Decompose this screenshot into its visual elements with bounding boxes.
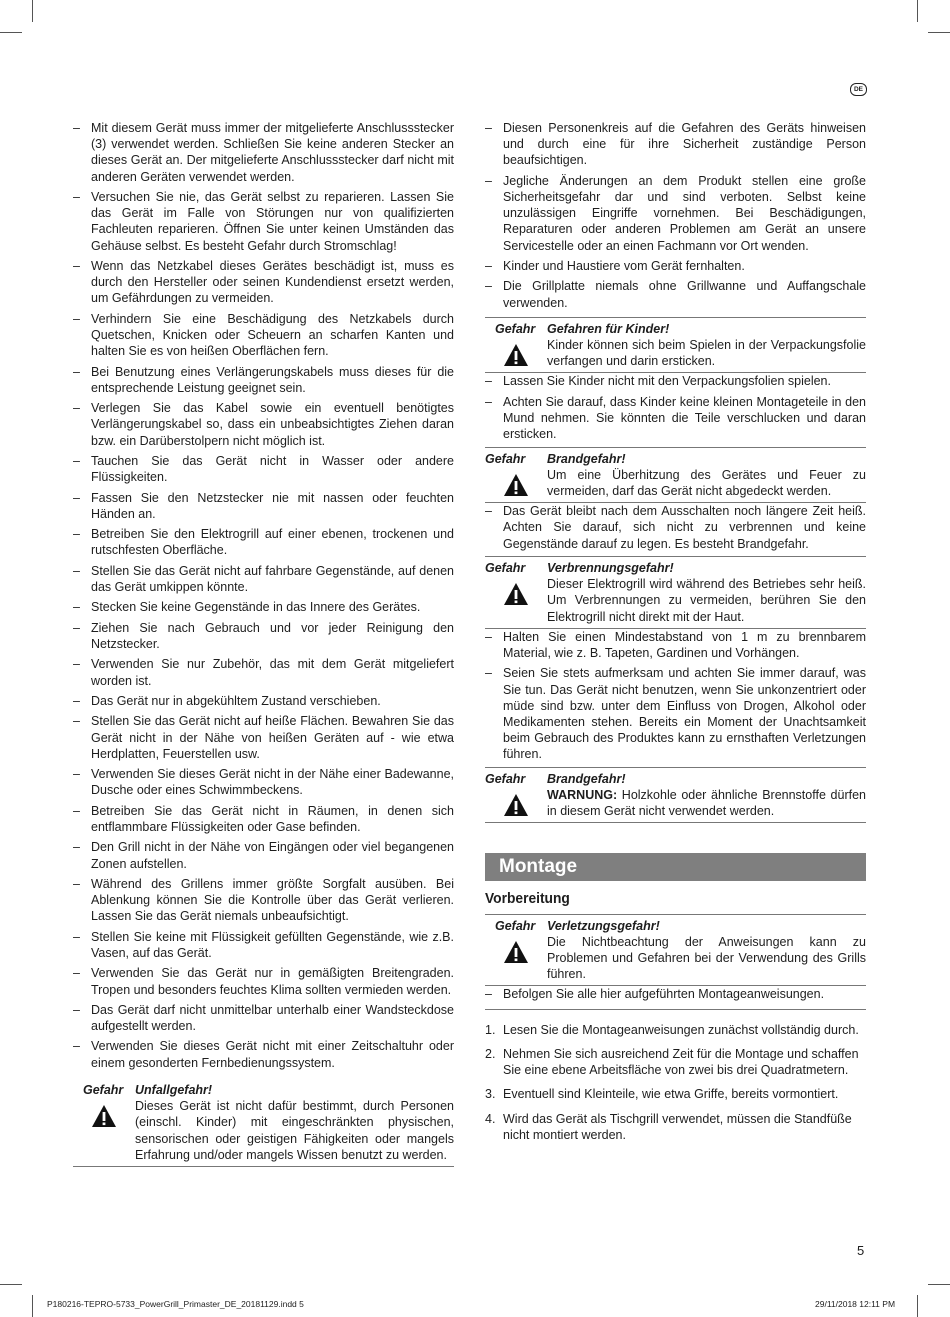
- list-item: – Während des Grillens immer größte Sorgfalt ausüben. Bei Ablenkung können Sie die Kontrolle über das Gerät verlieren. Lassen Sie das Gerät niemals unbeaufsichtigt.: [73, 876, 454, 925]
- crop-mark: [0, 1284, 22, 1285]
- list-item: – Den Grill nicht in der Nähe von Eingängen oder viel begangenen Zonen aufstellen.: [73, 839, 454, 871]
- warning-text: [547, 787, 866, 819]
- section-heading-montage: Montage: [485, 853, 866, 881]
- list-item: – Verlegen Sie das Kabel sowie ein eventuell benötigtes Verlängerungskabel so, dass ein unbeabsichtigtes Ziehen daran bzw. ein Darüberstolpern nicht möglich ist.: [73, 400, 454, 449]
- step-number: 4.: [485, 1111, 496, 1126]
- list-item: – Verwenden Sie nur Zubehör, das mit dem Gerät mitgeliefert worden ist.: [73, 656, 454, 688]
- list-item: – Das Gerät darf nicht unmittelbar unterhalb einer Wandsteckdose aufgestellt werden.: [73, 1002, 454, 1034]
- step-text: Lesen Sie die Montageanweisungen zunächst vollständig durch.: [503, 1022, 859, 1037]
- step-item: [485, 1046, 866, 1078]
- list-item: – Stellen Sie das Gerät nicht auf heiße Flächen. Bewahren Sie das Gerät nicht in der Nähe von heißen Geräten auf - wie etwa Herdplatten, Feuerstellen usw.: [73, 713, 454, 762]
- warning-unfall: [73, 1079, 454, 1167]
- warning-title: Verletzungsgefahr!: [547, 918, 660, 933]
- warning-label: Gefahr: [83, 1082, 124, 1097]
- list-item: – Wenn das Netzkabel dieses Gerätes beschädigt ist, muss es durch den Hersteller oder seinen Kundendienst ersetzt werden, um Gefährdungen zu vermeiden.: [73, 258, 454, 307]
- crop-mark: [917, 0, 918, 22]
- left-column: [73, 120, 454, 1172]
- warning-verbrennung: [485, 556, 866, 629]
- crop-mark: [32, 1295, 33, 1317]
- warning-title: Verbrennungsgefahr!: [547, 561, 674, 575]
- warning-strong: WARNUNG:: [547, 788, 618, 803]
- page-number: 5: [857, 1243, 865, 1258]
- warning-title: Brandgefahr!: [547, 451, 626, 466]
- crop-mark: [32, 0, 33, 22]
- list-item: – Verwenden Sie dieses Gerät nicht in der Nähe einer Badewanne, Dusche oder eines Schwimmbeckens.: [73, 766, 454, 798]
- list-item: – Betreiben Sie den Elektrogrill auf einer ebenen, trockenen und rutschfesten Oberfläche.: [73, 526, 454, 558]
- list-item: – Die Grillplatte niemals ohne Grillwanne und Auffangschale verwenden.: [485, 278, 866, 310]
- list-item: – Ziehen Sie nach Gebrauch und vor jeder Reinigung den Netzstecker.: [73, 620, 454, 652]
- list-item: – Seien Sie stets aufmerksam und achten Sie immer darauf, was Sie tun. Das Gerät nicht benutzen, wenn Sie unkonzentriert oder müde sind bzw. unter dem Einfluss von Drogen, Alkohol oder Medikamenten stehen. Bereits ein Moment der Unachtsamkeit beim Gebrauch des Produktes kann zu ernsthaften Verletzungen führen.: [485, 665, 866, 762]
- warning-text: Kinder können sich beim Spielen in der Verpackungsfolie verfangen und darin ersticken.: [547, 338, 866, 369]
- footer-date: 29/11/2018 12:11 PM: [815, 1299, 896, 1309]
- safety-list-left: [73, 120, 454, 1071]
- step-number: 3.: [485, 1087, 496, 1102]
- warning-text: Dieser Elektrogrill wird während des Betriebes sehr heiß. Um Verbrennungen zu vermeiden, berühren Sie den Elektrogrill nicht direkt mit der Haut.: [547, 577, 866, 624]
- step-text: Eventuell sind Kleinteile, wie etwa Griffe, bereits vormontiert.: [503, 1087, 839, 1102]
- list-item: – Das Gerät nur in abgekühltem Zustand verschieben.: [73, 693, 454, 709]
- step-text: Wird das Gerät als Tischgrill verwendet, müssen die Standfüße nicht montiert werden.: [503, 1111, 852, 1142]
- step-text: Nehmen Sie sich ausreichend Zeit für die Montage und schaffen Sie eine ebene Arbeitsfläche von zwei bis drei Quadratmetern.: [503, 1047, 859, 1078]
- verbrennung-list: [485, 629, 866, 763]
- warning-label: Gefahr: [485, 451, 526, 466]
- list-item: – Das Gerät bleibt nach dem Ausschalten noch längere Zeit heiß. Achten Sie darauf, sich nicht zu verbrennen und keine Gegenstände darauf zu legen. Es besteht Brandgefahr.: [485, 503, 866, 552]
- warning-title: Gefahren für Kinder!: [547, 321, 670, 336]
- list-item: – Diesen Personenkreis auf die Gefahren des Geräts hinweisen und durch eine für ihre Sicherheit zuständige Person beaufsichtigen.: [485, 120, 866, 169]
- crop-mark: [0, 32, 22, 33]
- crop-mark: [917, 1295, 918, 1317]
- warning-label: Gefahr: [495, 321, 536, 336]
- list-item: – Lassen Sie Kinder nicht mit den Verpackungsfolien spielen.: [485, 373, 866, 389]
- list-item: – Kinder und Haustiere vom Gerät fernhalten.: [485, 258, 866, 274]
- warning-label: Gefahr: [485, 561, 526, 575]
- list-item: – Fassen Sie den Netzstecker nie mit nassen oder feuchten Händen an.: [73, 490, 454, 522]
- warning-text: Dieses Gerät ist nicht dafür bestimmt, durch Personen (einschl. Kinder) mit eingeschränkten physischen, sensorischen oder geistigen Fähigkeiten oder mangels Erfahrung und/oder mangels Wissen benutzt zu werden.: [135, 1099, 454, 1162]
- warning-text: Um eine Überhitzung des Gerätes und Feuer zu vermeiden, darf das Gerät nicht abgedeckt werden.: [547, 467, 866, 498]
- brand-list: [485, 503, 866, 552]
- warning-triangle-icon: [485, 934, 547, 983]
- warning-verletzung: [485, 914, 866, 987]
- list-item: – Mit diesem Gerät muss immer der mitgelieferte Anschlussstecker (3) verwendet werden. Schließen Sie keine anderen Stecker an dieses Gerät an. Der mitgelieferte Anschlussstecker darf nicht mit anderen Geräten verwendet werden.: [73, 120, 454, 185]
- warning-text: Die Nichtbeachtung der Anweisungen kann zu Problemen und Gefahren bei der Verwendung des Grills führen.: [547, 934, 866, 982]
- list-item: – Tauchen Sie das Gerät nicht in Wasser oder andere Flüssigkeiten.: [73, 453, 454, 485]
- warning-label: Gefahr: [495, 918, 536, 933]
- list-item: – Betreiben Sie das Gerät nicht in Räumen, in denen sich entflammbare Flüssigkeiten oder Gase befinden.: [73, 803, 454, 835]
- list-item: – Verhindern Sie eine Beschädigung des Netzkabels durch Quetschen, Knicken oder Scheuern an scharfen Kanten und halten Sie es von heißen Oberflächen fern.: [73, 311, 454, 360]
- warning-triangle-icon: [485, 576, 547, 625]
- warning-brand: [485, 447, 866, 504]
- warning-header: [73, 1082, 454, 1098]
- crop-mark: [928, 32, 950, 33]
- list-item: – Stellen Sie keine mit Flüssigkeit gefüllten Gegenstände, wie z.B. Vasen, auf das Gerät.: [73, 929, 454, 961]
- subheading-vorbereitung: Vorbereitung: [485, 890, 570, 908]
- list-item: – Versuchen Sie nie, das Gerät selbst zu reparieren. Lassen Sie das Gerät im Falle von Störungen nur von qualifizierten Fachleuten reparieren. Öffnen Sie unter keinen Umständen das Gehäuse selbst. Es besteht Gefahr durch Stromschlag!: [73, 189, 454, 254]
- list-item: – Stellen Sie das Gerät nicht auf fahrbare Gegenstände, auf denen das Gerät umkippen könnte.: [73, 563, 454, 595]
- right-column: [485, 120, 866, 1151]
- warning-triangle-icon: [485, 337, 547, 369]
- list-item: – Bei Benutzung eines Verlängerungskabels muss dieses für die entsprechende Leistung geeignet sein.: [73, 364, 454, 396]
- step-number: 1.: [485, 1022, 496, 1037]
- warning-triangle-icon: [485, 787, 547, 819]
- kinder-list: [485, 373, 866, 442]
- warning-title: Brandgefahr!: [547, 771, 626, 786]
- list-item: – Stecken Sie keine Gegenstände in das Innere des Gerätes.: [73, 599, 454, 615]
- step-item: [485, 1022, 866, 1038]
- warning-brand-coal: [485, 767, 866, 824]
- language-badge: DE: [850, 83, 867, 96]
- step-item: [485, 1086, 866, 1102]
- assembly-steps: [485, 1022, 866, 1143]
- safety-list-right: [485, 120, 866, 311]
- step-number: 2.: [485, 1047, 496, 1062]
- warning-title: Unfallgefahr!: [135, 1082, 213, 1097]
- warning-body: Holzkohle oder ähnliche Brennstoffe dürfen in diesem Gerät nicht verwendet werden.: [547, 788, 866, 819]
- list-item: – Verwenden Sie dieses Gerät nicht mit einer Zeitschaltuhr oder einem gesonderten Fernbedienungssystem.: [73, 1038, 454, 1070]
- verletzung-list: [485, 986, 866, 1009]
- warning-triangle-icon: [73, 1098, 135, 1163]
- list-item: – Verwenden Sie das Gerät nur in gemäßigten Breitengraden. Tropen und besonders feuchtes Klima sollten vermieden werden.: [73, 965, 454, 997]
- warning-kinder: [485, 317, 866, 374]
- warning-label: Gefahr: [485, 771, 526, 786]
- list-item: – Achten Sie darauf, dass Kinder keine kleinen Montageteile in den Mund nehmen. Sie könnten die Teile verschlucken und daran ersticken.: [485, 394, 866, 443]
- step-item: [485, 1111, 866, 1143]
- list-item: – Jegliche Änderungen an dem Produkt stellen eine große Sicherheitsgefahr dar und sind verboten. Selbst keine unzulässigen Eingriffe vornehmen. Bei Beschädigungen, Reparaturen oder anderen Problemen am Gerät an unsere Servicestelle oder an einen Fachmann vor Ort wenden.: [485, 173, 866, 254]
- list-item: – Halten Sie einen Mindestabstand von 1 m zu brennbarem Material, wie z. B. Tapeten, Gardinen und Vorhängen.: [485, 629, 866, 661]
- crop-mark: [928, 1284, 950, 1285]
- footer-file: P180216-TEPRO-5733_PowerGrill_Primaster_DE_20181129.indd 5: [47, 1299, 304, 1309]
- list-item: – Befolgen Sie alle hier aufgeführten Montageanweisungen.: [485, 986, 866, 1002]
- warning-triangle-icon: [485, 467, 547, 499]
